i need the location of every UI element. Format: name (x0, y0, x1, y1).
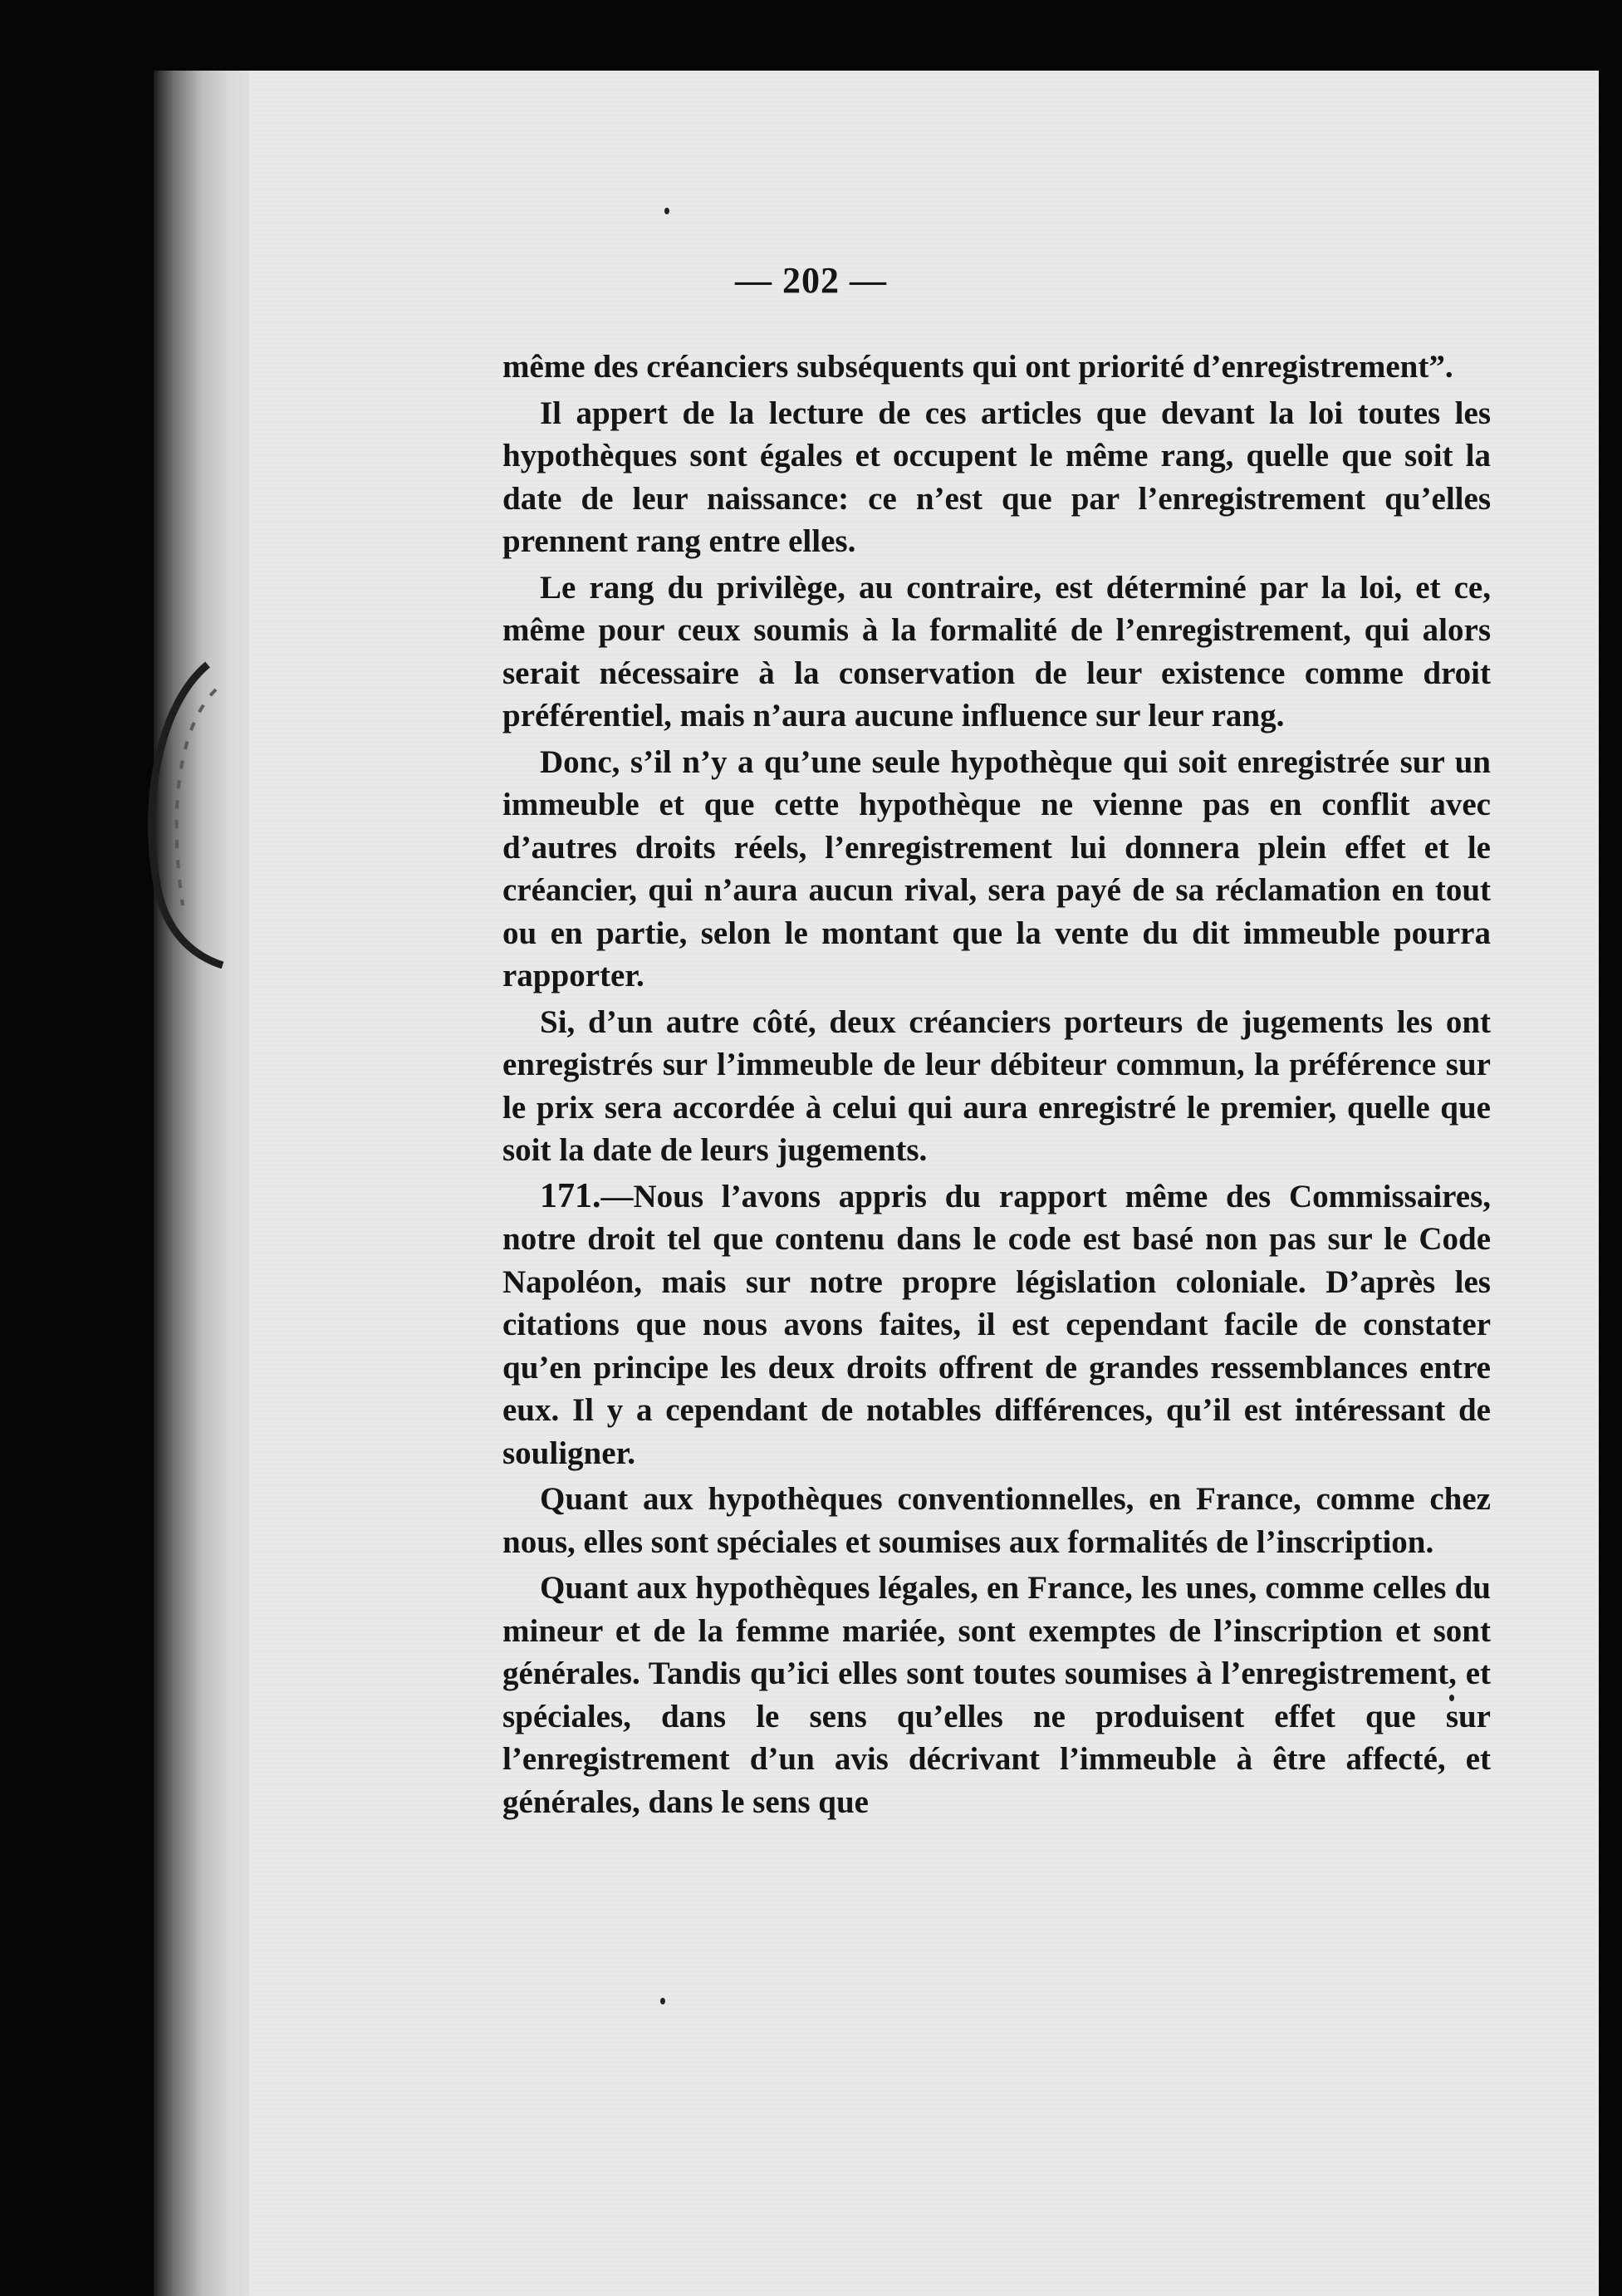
paragraph (502, 567, 1491, 738)
paragraph-text: Le rang du privilège, au contraire, est déterminé par la loi, et ce, même pour ceux soumis à la formalité de l’enregistrement, qui alors serait nécessaire à la conservation de leur existence comme droit préférentiel, mais n’aura aucune influence sur leur rang. (502, 569, 1491, 733)
paragraph (502, 346, 1491, 389)
paragraph-text: Quant aux hypothèques légales, en France, les unes, comme celles du mineur et de la femme mariée, sont exemptes de l’inscription et sont générales. Tandis qu’ici elles sont toutes soumises à l’enregistrement, et spéciales, dans le sens qu’elles ne produisent effet que sur l’enregistrement d’un avis décrivant l’immeuble à être affecté, et générales, dans le sens que (502, 1570, 1491, 1820)
paragraph-text: Donc, s’il n’y a qu’une seule hypothèque qui soit enregistrée sur un immeuble et que cette hypothèque ne vienne pas en conflit avec d’autres droits réels, l’enregistrement lui donnera plein effet et le créancier, qui n’aura aucun rival, sera payé de sa réclamation en tout ou en partie, selon le montant que la vente du dit immeuble pourra rapporter. (502, 743, 1491, 993)
page-number: — 202 — (735, 260, 887, 301)
paragraph-text: —Nous l’avons appris du rapport même des Commissaires, notre droit tel que contenu dans le code est basé non pas sur le Code Napoléon, mais sur notre propre législation coloniale. D’après les citations que nous avons faites, il est cependant facile de constater qu’en principe les deux droits offrent de grandes ressemblances entre eux. Il y a cependant de notables différences, qu’il est intéressant de souligner. (502, 1178, 1491, 1471)
paragraph (502, 741, 1491, 998)
binding-thread-mark (125, 656, 224, 972)
paragraph-number: 171. (540, 1176, 601, 1215)
ink-speck (660, 1998, 665, 2004)
paragraph-text: Si, d’un autre côté, deux créanciers porteurs de jugements les ont enregistrés sur l’immeuble de leur débiteur commun, la préférence sur le prix sera accordée à celui qui aura enregistré le premier, quelle que soit la date de leurs jugements. (502, 1003, 1491, 1168)
paragraph-text: Quant aux hypothèques conventionnelles, en France, comme chez nous, elles sont spéciales et soumises aux formalités de l’inscription. (502, 1481, 1491, 1560)
paragraph-171 (502, 1175, 1491, 1475)
paragraph-text: Il appert de la lecture de ces articles que devant la loi toutes les hypothèques sont égales et occupent le même rang, quelle que soit la date de leur naissance: ce n’est que par l’enregistrement qu’elles prennent rang entre elles. (502, 395, 1491, 559)
paragraph-text: même des créanciers subséquents qui ont priorité d’enregistrement”. (502, 349, 1453, 385)
body-text (502, 346, 1491, 1827)
paragraph (502, 1001, 1491, 1172)
ink-speck (664, 208, 669, 214)
paragraph (502, 1567, 1491, 1823)
paragraph (502, 1478, 1491, 1563)
book-spine (154, 71, 262, 2296)
paragraph (502, 392, 1491, 563)
